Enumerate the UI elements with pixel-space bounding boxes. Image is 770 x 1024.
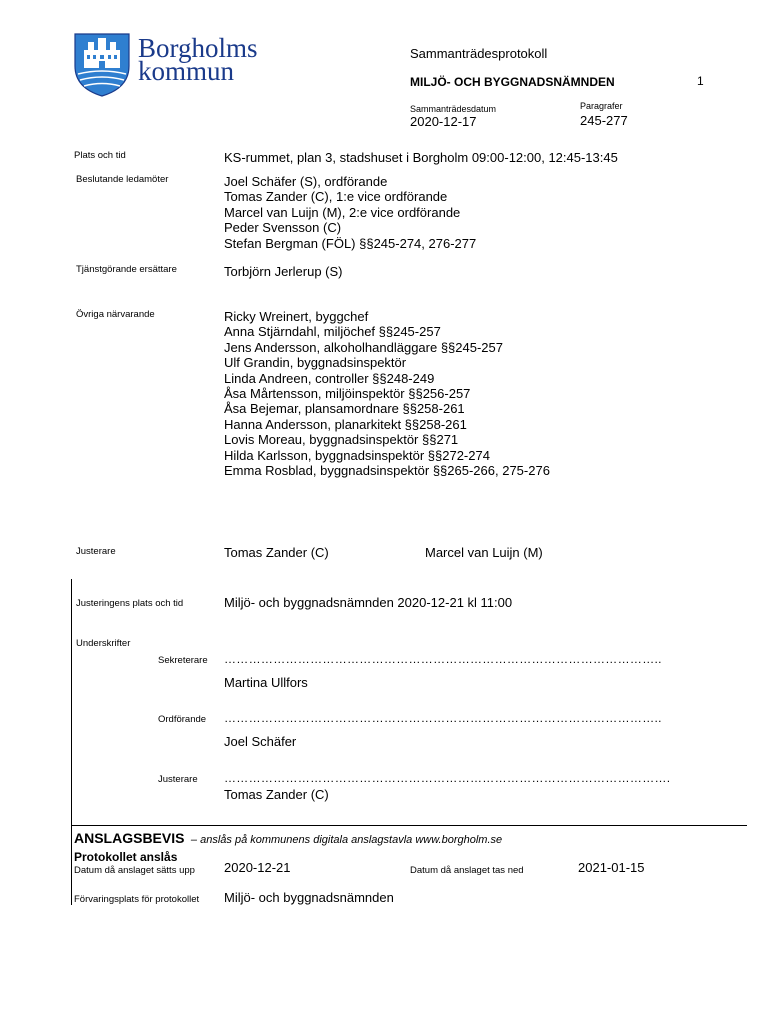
paragraphs-value: 245-277 [580, 113, 628, 128]
storage-value: Miljö- och byggnadsnämnden [224, 890, 394, 905]
others-present-label: Övriga närvarande [76, 309, 155, 320]
logo-wordmark [138, 33, 258, 86]
substitutes-label: Tjänstgörande ersättare [76, 264, 177, 275]
removed-date-value: 2021-01-15 [578, 860, 645, 875]
committee-name: MILJÖ- OCH BYGGNADSNÄMNDEN [410, 75, 615, 89]
attendee-item: Ricky Wreinert, byggchef [224, 309, 369, 324]
notice-divider [71, 825, 747, 826]
notice-posted-heading: Protokollet anslås [74, 850, 178, 864]
page-number: 1 [697, 74, 704, 88]
place-value: KS-rummet, plan 3, stadshuset i Borgholm 09:00-12:00, 12:45-13:45 [224, 150, 618, 165]
notice-title: ANSLAGSBEVIS [74, 830, 185, 846]
notice-subtitle: – anslås på kommunens digitala anslagstavla www.borgholm.se [190, 834, 503, 846]
signature-line: …………………………………………………………………………………………….. [224, 652, 662, 666]
attendee-item: Åsa Mårtensson, miljöinspektör §§256-257 [224, 386, 471, 402]
adjusters-label: Justerare [76, 546, 116, 557]
attendee-item: Ulf Grandin, byggnadsinspektör [224, 355, 407, 371]
posted-date-label: Datum då anslaget sätts upp [74, 865, 195, 876]
notice-title-row [74, 830, 502, 848]
attendee-item: Lovis Moreau, byggnadsinspektör §§271 [224, 432, 459, 448]
signature-name: Martina Ullfors [224, 675, 308, 690]
member-item: Marcel van Luijn (M), 2:e vice ordförande [224, 204, 461, 220]
signature-line: ………………………………………………………………………………………………. [224, 771, 671, 785]
adjuster-first: Tomas Zander (C) [224, 545, 329, 560]
meeting-date-value: 2020-12-17 [410, 114, 477, 129]
left-margin-rule [71, 579, 72, 905]
signature-role: Justerare [158, 774, 198, 785]
municipality-logo [72, 32, 132, 98]
attendee-item: Linda Andreen, controller §§248-249 [224, 370, 435, 386]
attendee-item: Åsa Bejemar, plansamordnare §§258-261 [224, 401, 465, 417]
removed-date-label: Datum då anslaget tas ned [410, 865, 524, 876]
posted-date-value: 2020-12-21 [224, 860, 291, 875]
signature-role: Sekreterare [158, 655, 208, 666]
logo-line-1: Borgholms [138, 33, 258, 63]
attendee-item: Anna Stjärndahl, miljöchef §§245-257 [224, 324, 441, 340]
deciding-members-label: Beslutande ledamöter [76, 174, 169, 185]
member-item: Joel Schäfer (S), ordförande [224, 174, 388, 189]
attendee-item: Hanna Andersson, planarkitekt §§258-261 [224, 416, 467, 432]
substitutes-value: Torbjörn Jerlerup (S) [224, 264, 343, 279]
paragraphs-label: Paragrafer [580, 101, 623, 111]
signature-name: Joel Schäfer [224, 734, 297, 749]
place-label: Plats och tid [74, 150, 126, 161]
attendee-item: Jens Andersson, alkoholhandläggare §§245-257 [224, 339, 503, 355]
signatures-label: Underskrifter [76, 638, 131, 649]
document-type: Sammanträdesprotokoll [410, 46, 548, 61]
others-present-list [224, 309, 550, 478]
member-item: Peder Svensson (C) [224, 220, 342, 236]
signature-name: Tomas Zander (C) [224, 787, 329, 802]
deciding-members-list [224, 174, 476, 251]
adjuster-second: Marcel van Luijn (M) [425, 545, 543, 560]
storage-label: Förvaringsplats för protokollet [74, 894, 200, 905]
member-item: Tomas Zander (C), 1:e vice ordförande [224, 189, 448, 205]
logo-line-2: kommun [138, 56, 235, 86]
meeting-date-label: Sammanträdesdatum [410, 104, 497, 114]
member-item: Stefan Bergman (FÖL) §§245-274, 276-277 [224, 235, 477, 251]
adjustment-place-label: Justeringens plats och tid [76, 598, 184, 609]
crest-icon [72, 32, 132, 98]
adjustment-place-value: Miljö- och byggnadsnämnden 2020-12-21 kl 11:00 [224, 595, 513, 610]
signature-line: …………………………………………………………………………………………….. [224, 711, 662, 725]
attendee-item: Hilda Karlsson, byggnadsinspektör §§272-274 [224, 447, 490, 463]
signature-role: Ordförande [158, 714, 207, 725]
attendee-item: Emma Rosblad, byggnadsinspektör §§265-266, 275-276 [224, 463, 550, 479]
